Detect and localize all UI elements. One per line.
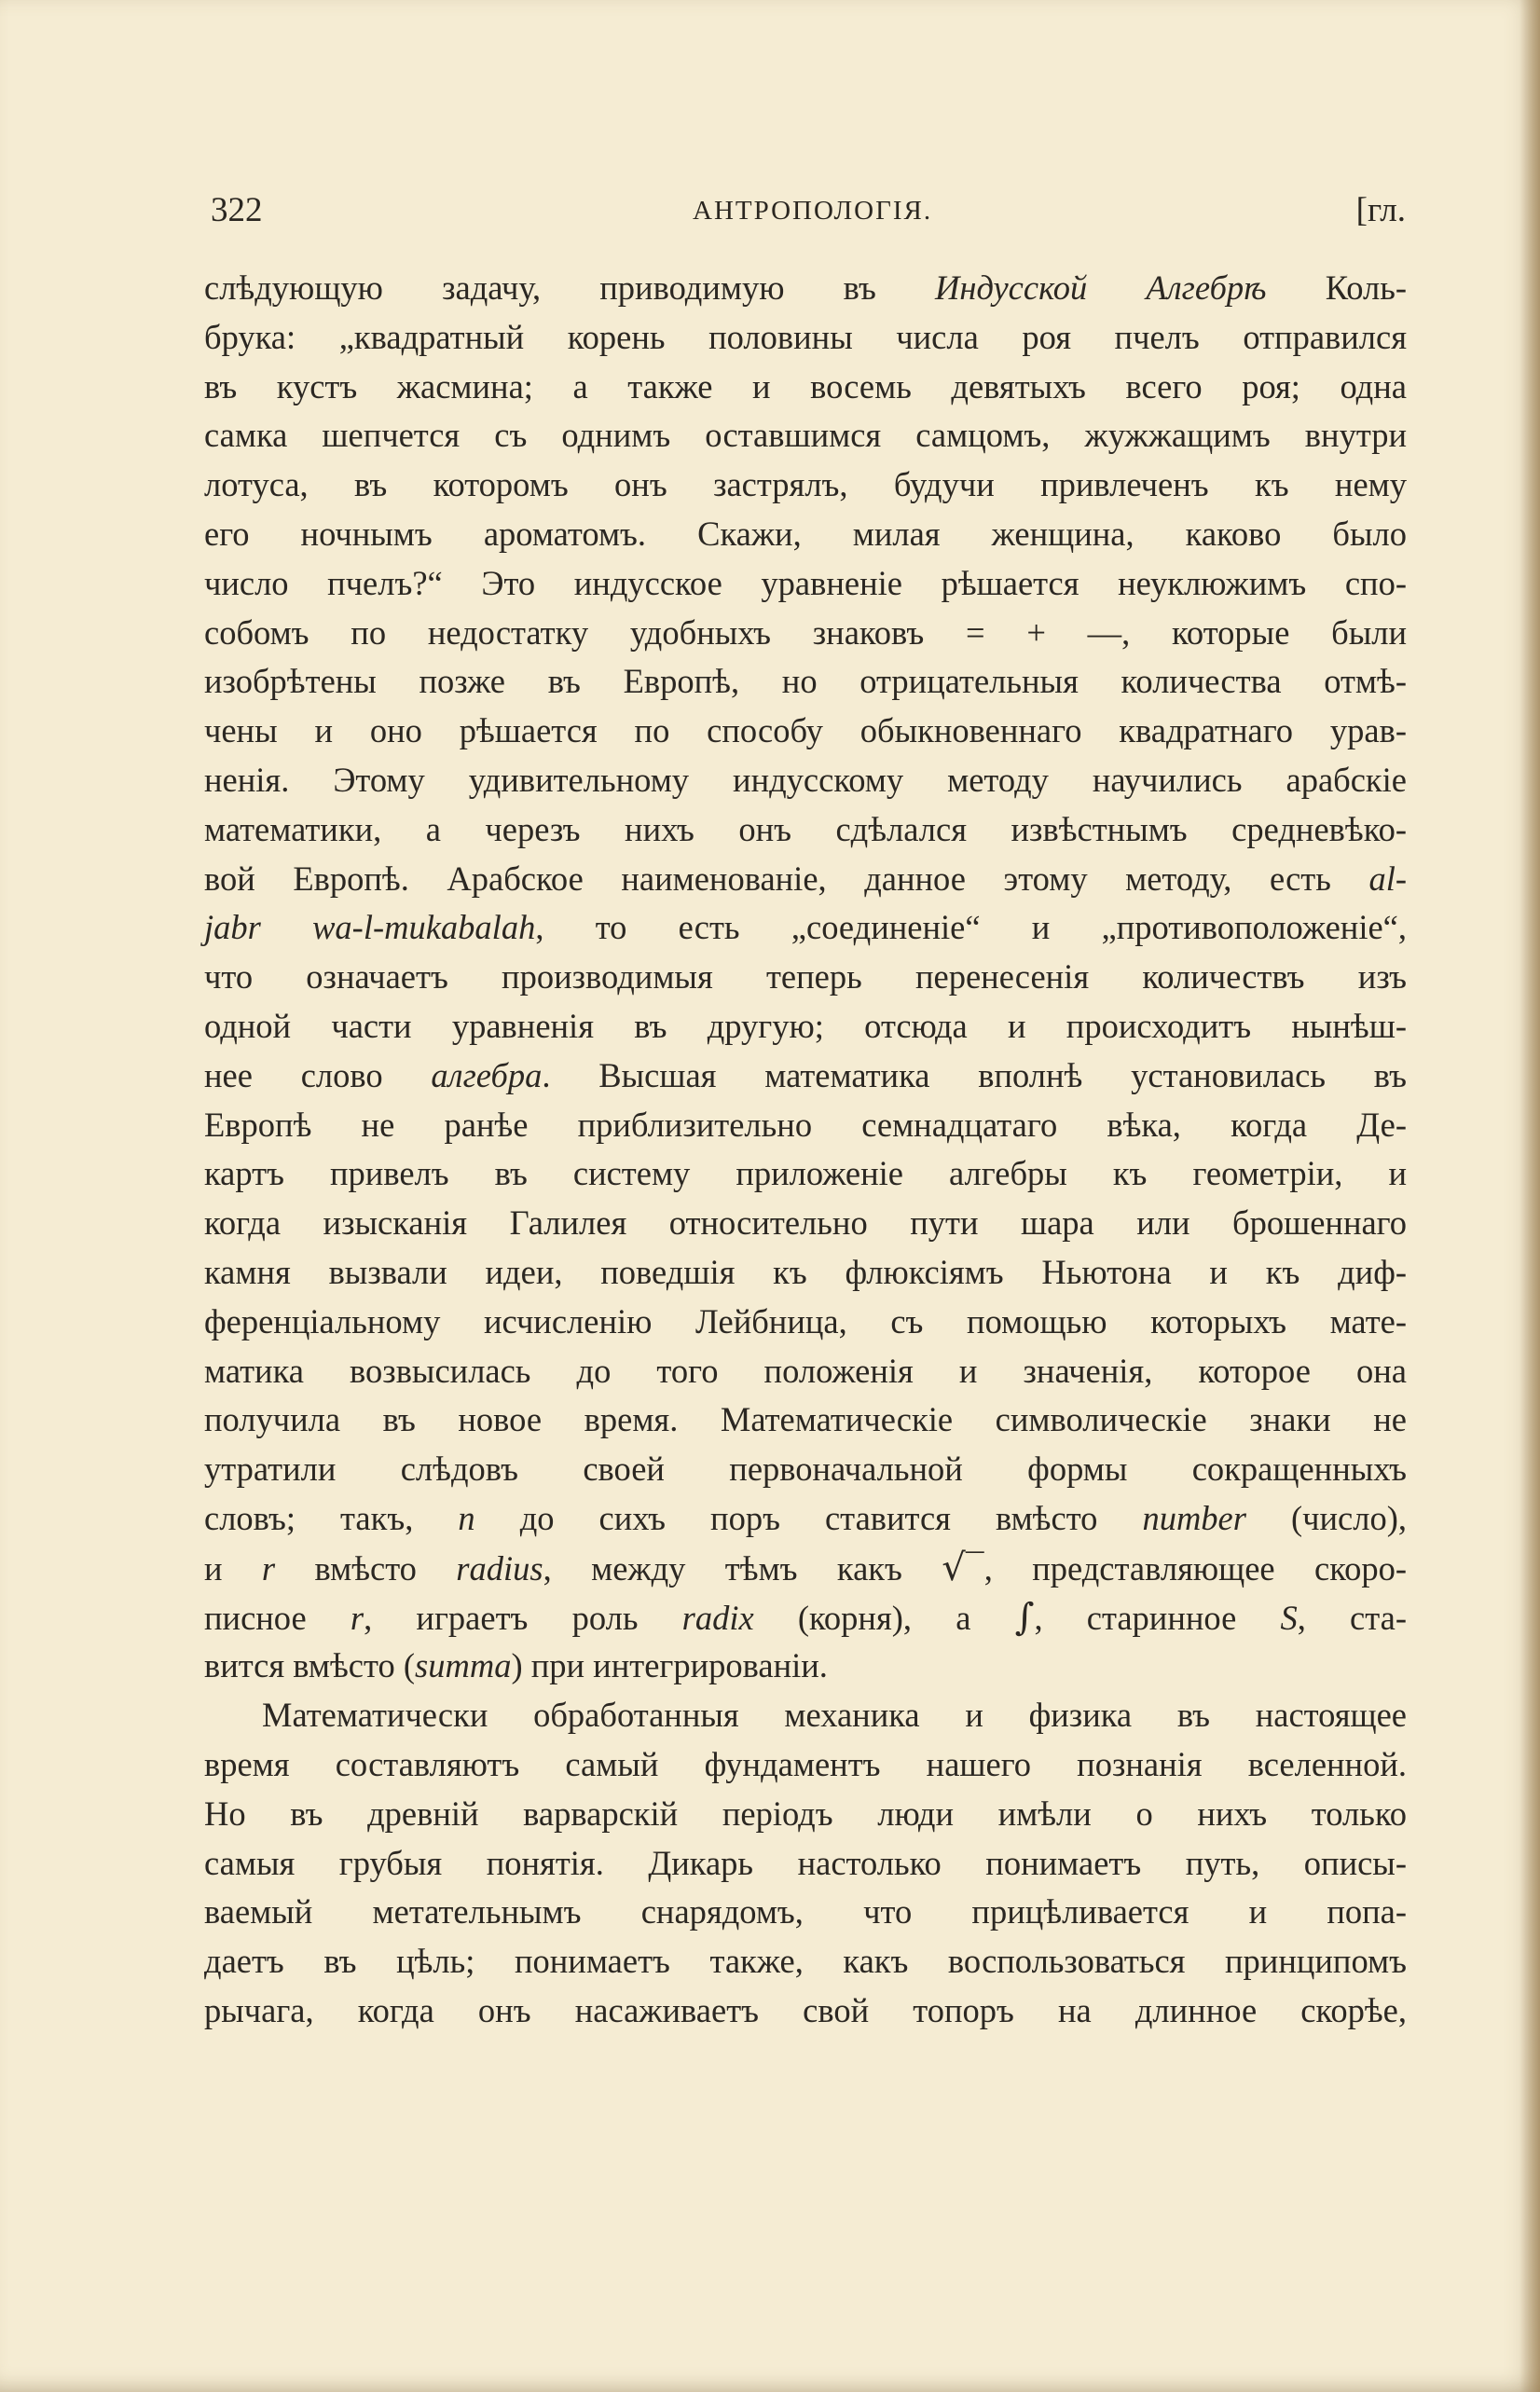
text-line	[204, 1839, 1407, 1889]
text-run: матика возвысилась до того положенія и значенія, которое она	[204, 1351, 1407, 1390]
text-line	[204, 559, 1407, 609]
text-line	[204, 1790, 1407, 1839]
italic-text: Индусской Алгебрѣ	[935, 268, 1267, 307]
text-line	[204, 1248, 1407, 1298]
text-run: одной части уравненія въ другую; отсюда и происходитъ нынѣш-	[204, 1006, 1407, 1045]
text-run: получила въ новое время. Математическіе символическіе знаки не	[204, 1400, 1407, 1439]
italic-text: number	[1142, 1498, 1246, 1537]
text-run: (число),	[1245, 1498, 1407, 1537]
body-text	[204, 264, 1407, 2036]
text-run: . Высшая математика вполнѣ установилась въ	[542, 1055, 1407, 1094]
page-edge-shadow	[1519, 0, 1540, 2392]
text-line	[204, 1691, 1407, 1740]
text-run: Математически обработанныя механика и физика въ настоящее	[262, 1696, 1407, 1735]
text-line	[204, 1986, 1407, 2036]
text-line	[204, 1002, 1407, 1052]
text-run: когда изысканія Галилея относительно пути шара или брошеннаго	[204, 1203, 1407, 1243]
text-run: время составляютъ самый фундаментъ нашего познанія вселенной.	[204, 1744, 1407, 1783]
text-line	[204, 1298, 1407, 1347]
text-run: ваемый метательнымъ снарядомъ, что прицѣливается и попа-	[204, 1892, 1407, 1931]
math-symbol: ∫	[1014, 1595, 1035, 1639]
italic-text: r	[350, 1598, 364, 1637]
text-run: собомъ по недостатку удобныхъ знаковъ = + —, которые были	[204, 612, 1407, 652]
text-line	[204, 609, 1407, 658]
text-run: , старинное	[1034, 1598, 1281, 1637]
text-run: ненія. Этому удивительному индусскому методу научились арабскіе	[204, 760, 1407, 799]
text-line	[204, 461, 1407, 510]
paragraph	[204, 264, 1407, 1691]
text-line	[204, 510, 1407, 559]
text-run: и	[204, 1548, 262, 1588]
text-line	[204, 1888, 1407, 1937]
text-run: утратили слѣдовъ своей первоначальной формы сокращенныхъ	[204, 1450, 1407, 1489]
text-run: лотуса, въ которомъ онъ застрялъ, будучи привлеченъ къ нему	[204, 465, 1407, 504]
text-run: ференціальному исчисленію Лейбница, съ помощью которыхъ мате-	[204, 1301, 1407, 1340]
italic-text: radius	[456, 1548, 543, 1588]
text-line	[204, 953, 1407, 1002]
text-line	[204, 1937, 1407, 1986]
text-run: словъ; такъ,	[204, 1498, 459, 1537]
italic-text: summa	[415, 1646, 512, 1685]
page-header	[211, 190, 1423, 237]
text-run: Европѣ не ранѣе приблизительно семнадцатаго вѣка, когда Де-	[204, 1105, 1407, 1144]
text-run: число пчелъ?“ Это индусское уравненіе рѣшается неуклюжимъ спо-	[204, 563, 1407, 602]
italic-text: S	[1280, 1598, 1298, 1637]
text-line	[204, 264, 1407, 313]
text-line	[204, 1149, 1407, 1199]
text-line	[204, 1544, 1407, 1593]
text-run: , то есть „соединеніе“ и „противоположеніе“,	[535, 908, 1408, 947]
text-line	[204, 903, 1407, 953]
italic-text: алгебра	[431, 1055, 543, 1094]
text-line	[204, 1101, 1407, 1150]
text-line	[204, 1395, 1407, 1445]
text-run: писное	[204, 1598, 351, 1637]
text-line	[204, 1347, 1407, 1396]
text-run: что означаетъ производимыя теперь перенесенія количествъ изъ	[204, 957, 1407, 997]
italic-text: al-	[1368, 859, 1407, 898]
text-line	[204, 1052, 1407, 1101]
text-line	[204, 1642, 1407, 1691]
text-run: даетъ въ цѣль; понимаетъ также, какъ воспользоваться принципомъ	[204, 1942, 1407, 1981]
text-line	[204, 707, 1407, 756]
math-symbol: √‾	[942, 1546, 984, 1589]
page-number: 322	[211, 191, 263, 229]
text-run: самка шепчется съ однимъ оставшимся самцомъ, жужжащимъ внутри	[204, 416, 1407, 455]
text-line	[204, 363, 1407, 412]
text-line	[204, 1740, 1407, 1790]
text-run: нее слово	[204, 1055, 432, 1094]
text-run: рычага, когда онъ насаживаетъ свой топоръ на длинное скорѣе,	[204, 1990, 1407, 2029]
text-run: математики, а черезъ нихъ онъ сдѣлался извѣстнымъ средневѣко-	[204, 809, 1407, 848]
chapter-mark: [гл.	[1355, 191, 1406, 229]
text-run: самыя грубыя понятія. Дикарь настолько понимаетъ путь, описы-	[204, 1843, 1407, 1882]
text-run: , представляющее скоро-	[983, 1548, 1407, 1588]
text-run: Но въ древній варварскій періодъ люди имѣли о нихъ только	[204, 1794, 1407, 1833]
text-run: ) при интегрированіи.	[511, 1646, 828, 1685]
text-line	[204, 1494, 1407, 1544]
text-run: вится вмѣсто (	[204, 1646, 416, 1685]
text-run: чены и оно рѣшается по способу обыкновеннаго квадратнаго урав-	[204, 711, 1407, 750]
text-run: до сихъ поръ ставится вмѣсто	[474, 1498, 1143, 1537]
text-run: въ кустъ жасмина; а также и восемь девятыхъ всего роя; одна	[204, 366, 1407, 406]
text-run: вой Европѣ. Арабское наименованіе, данное этому методу, есть	[204, 859, 1369, 898]
text-run: , ста-	[1297, 1598, 1408, 1637]
text-line	[204, 1593, 1407, 1643]
italic-text: r	[261, 1548, 276, 1588]
text-line	[204, 756, 1407, 805]
text-run: , между тѣмъ какъ	[543, 1548, 942, 1588]
running-title: АНТРОПОЛОГІЯ.	[693, 196, 933, 226]
text-line	[204, 805, 1407, 855]
text-run: Коль-	[1266, 268, 1408, 307]
text-line	[204, 411, 1407, 461]
text-line	[204, 1199, 1407, 1248]
text-line	[204, 657, 1407, 707]
italic-text: jabr wa-l-mukabalah	[204, 908, 536, 947]
text-line	[204, 313, 1407, 363]
text-line	[204, 1445, 1407, 1494]
text-run: вмѣсто	[275, 1548, 457, 1588]
text-run: брука: „квадратный корень половины числа роя пчелъ отправился	[204, 317, 1407, 356]
text-line	[204, 855, 1407, 904]
text-run: изобрѣтены позже въ Европѣ, но отрицательныя количества отмѣ-	[204, 662, 1407, 701]
text-run: (корня), а	[753, 1598, 1015, 1637]
text-run: картъ привелъ въ систему приложеніе алгебры къ геометріи, и	[204, 1154, 1407, 1193]
italic-text: n	[458, 1498, 475, 1537]
italic-text: radix	[681, 1598, 754, 1637]
text-run: камня вызвали идеи, поведшія къ флюксіямъ Ньютона и къ диф-	[204, 1252, 1407, 1291]
text-run: слѣдующую задачу, приводимую въ	[204, 268, 936, 307]
text-run: его ночнымъ ароматомъ. Скажи, милая женщина, каково было	[204, 514, 1407, 553]
text-run: , играетъ роль	[364, 1598, 682, 1637]
paragraph	[204, 1691, 1407, 2036]
